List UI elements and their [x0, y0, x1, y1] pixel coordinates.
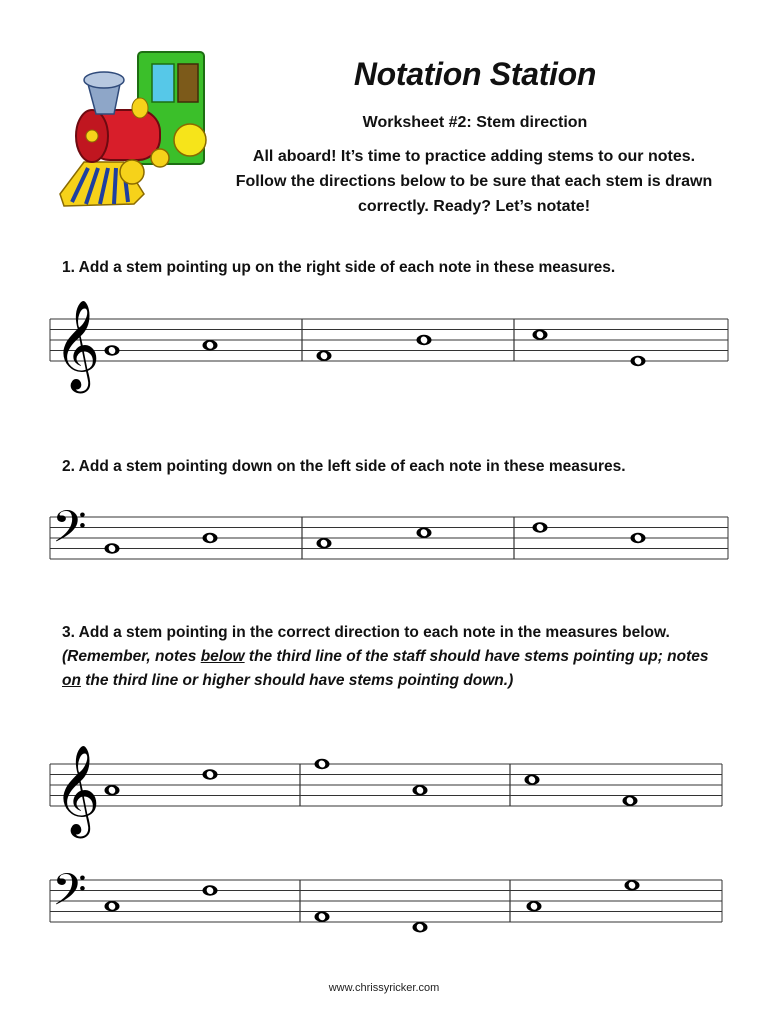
footer-url: www.chrissyricker.com [328, 982, 440, 994]
hint-on-emphasis: on [62, 672, 81, 689]
question-3-lead: 3. Add a stem pointing in the correct direction to each note in the measures below. [62, 624, 670, 641]
treble-clef-icon: 𝄞 [54, 300, 101, 390]
question-3-hint: (Remember, notes below the third line of the staff should have stems pointing up; notes on the third line or higher should have stems pointing down.) [62, 648, 709, 689]
intro-paragraph: All aboard! It’s time to practice adding stems to our notes. Follow the directions below to be sure that each stem is drawn correctly. Ready? Let’s notate! [235, 148, 713, 215]
worksheet-subtitle: Worksheet #2: Stem direction [362, 114, 588, 131]
bass-clef-icon: 𝄢 [52, 500, 87, 564]
question-2-instruction: 2. Add a stem pointing down on the left side of each note in these measures. [62, 458, 626, 475]
worksheet-title: Notation Station [353, 56, 597, 92]
treble-clef-icon: 𝄞 [54, 745, 101, 835]
bass-clef-icon: 𝄢 [52, 863, 87, 927]
hint-below-emphasis: below [200, 648, 245, 665]
question-1-instruction: 1. Add a stem pointing up on the right side of each note in these measures. [62, 259, 616, 276]
